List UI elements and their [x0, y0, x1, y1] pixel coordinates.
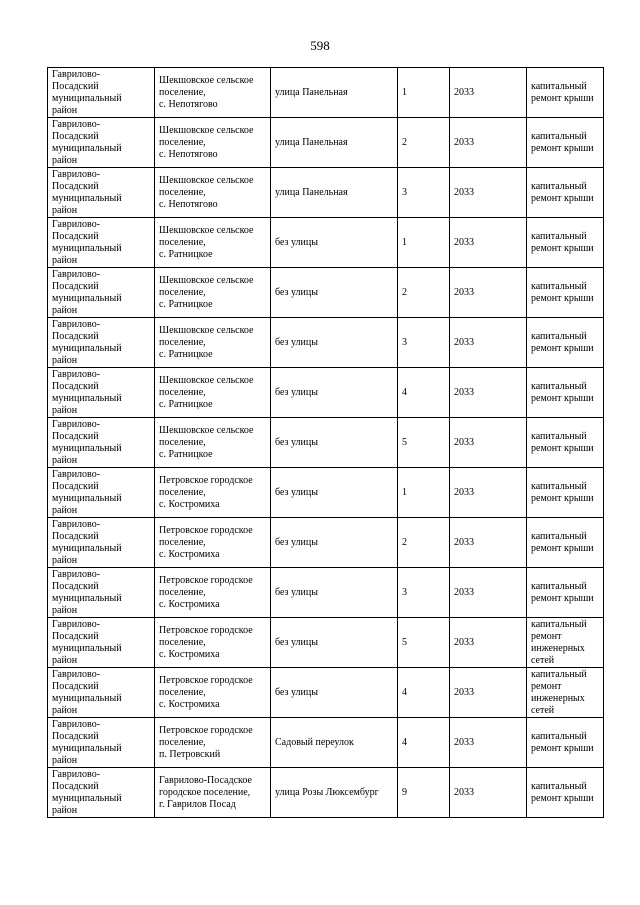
cell-work-type [527, 68, 604, 118]
cell-district [48, 268, 155, 318]
cell-house-number-text: 2 [402, 136, 407, 148]
cell-year-text: 2033 [454, 486, 474, 498]
cell-district [48, 518, 155, 568]
table-row [48, 168, 604, 218]
cell-settlement [155, 468, 271, 518]
cell-house-number [398, 518, 450, 568]
cell-street [271, 168, 398, 218]
cell-house-number [398, 318, 450, 368]
cell-district [48, 318, 155, 368]
cell-house-number [398, 618, 450, 668]
cell-year [450, 568, 527, 618]
cell-house-number-text: 1 [402, 236, 407, 248]
cell-work-type-text: капитальный ремонт крыши [531, 480, 594, 504]
cell-house-number [398, 168, 450, 218]
cell-street [271, 618, 398, 668]
cell-street [271, 668, 398, 718]
cell-year-text: 2033 [454, 236, 474, 248]
table-row [48, 768, 604, 818]
cell-settlement [155, 68, 271, 118]
cell-house-number-text: 4 [402, 736, 407, 748]
cell-work-type-text: капитальный ремонт крыши [531, 580, 594, 604]
table-row [48, 468, 604, 518]
cell-street-text: без улицы [275, 586, 318, 598]
cell-street [271, 368, 398, 418]
cell-work-type [527, 668, 604, 718]
cell-settlement-text: Петровское городское поселение, с. Костромиха [159, 574, 253, 610]
cell-work-type [527, 518, 604, 568]
cell-street [271, 718, 398, 768]
cell-house-number [398, 568, 450, 618]
cell-district-text: Гаврилово- Посадский муниципальный район [52, 668, 122, 716]
cell-street-text: улица Панельная [275, 86, 348, 98]
cell-settlement [155, 218, 271, 268]
cell-house-number [398, 718, 450, 768]
cell-street-text: без улицы [275, 486, 318, 498]
cell-year [450, 668, 527, 718]
cell-year-text: 2033 [454, 436, 474, 448]
cell-year-text: 2033 [454, 686, 474, 698]
cell-year-text: 2033 [454, 86, 474, 98]
cell-settlement [155, 318, 271, 368]
cell-year-text: 2033 [454, 136, 474, 148]
cell-street-text: улица Розы Люксембург [275, 786, 379, 798]
cell-district-text: Гаврилово- Посадский муниципальный район [52, 68, 122, 116]
cell-district [48, 168, 155, 218]
table-row [48, 518, 604, 568]
cell-district-text: Гаврилово- Посадский муниципальный район [52, 768, 122, 816]
cell-district-text: Гаврилово- Посадский муниципальный район [52, 568, 122, 616]
cell-work-type [527, 118, 604, 168]
cell-settlement-text: Гаврилово-Посадское городское поселение, г. Гаврилов Посад [159, 774, 252, 810]
cell-settlement-text: Петровское городское поселение, п. Петровский [159, 724, 253, 760]
cell-house-number [398, 468, 450, 518]
cell-street [271, 568, 398, 618]
cell-district [48, 768, 155, 818]
table-row [48, 368, 604, 418]
table-row [48, 68, 604, 118]
cell-house-number-text: 2 [402, 536, 407, 548]
cell-work-type [527, 768, 604, 818]
cell-settlement [155, 568, 271, 618]
cell-year [450, 218, 527, 268]
cell-year-text: 2033 [454, 286, 474, 298]
cell-settlement [155, 668, 271, 718]
cell-work-type [527, 418, 604, 468]
page-number: 598 [310, 38, 330, 53]
cell-work-type-text: капитальный ремонт крыши [531, 180, 594, 204]
cell-settlement [155, 718, 271, 768]
cell-street [271, 68, 398, 118]
cell-street [271, 468, 398, 518]
cell-district-text: Гаврилово- Посадский муниципальный район [52, 618, 122, 666]
cell-year [450, 318, 527, 368]
cell-year [450, 618, 527, 668]
cell-district [48, 368, 155, 418]
table-row [48, 218, 604, 268]
cell-street-text: без улицы [275, 386, 318, 398]
cell-district-text: Гаврилово- Посадский муниципальный район [52, 418, 122, 466]
cell-work-type [527, 718, 604, 768]
cell-settlement [155, 618, 271, 668]
cell-settlement [155, 368, 271, 418]
table-row [48, 568, 604, 618]
cell-street [271, 218, 398, 268]
cell-year [450, 68, 527, 118]
cell-year-text: 2033 [454, 636, 474, 648]
cell-year [450, 768, 527, 818]
table-row [48, 618, 604, 668]
cell-street [271, 268, 398, 318]
cell-work-type-text: капитальный ремонт инженерных сетей [531, 668, 587, 716]
cell-district [48, 618, 155, 668]
cell-year-text: 2033 [454, 586, 474, 598]
cell-work-type [527, 618, 604, 668]
cell-house-number [398, 68, 450, 118]
cell-year [450, 718, 527, 768]
cell-settlement [155, 118, 271, 168]
cell-house-number-text: 4 [402, 386, 407, 398]
cell-settlement-text: Шекшовское сельское поселение, с. Непотягово [159, 124, 254, 160]
cell-work-type-text: капитальный ремонт крыши [531, 730, 594, 754]
cell-district-text: Гаврилово- Посадский муниципальный район [52, 368, 122, 416]
cell-district-text: Гаврилово- Посадский муниципальный район [52, 268, 122, 316]
cell-settlement [155, 768, 271, 818]
cell-house-number-text: 5 [402, 636, 407, 648]
cell-work-type-text: капитальный ремонт крыши [531, 780, 594, 804]
cell-settlement [155, 268, 271, 318]
cell-street [271, 418, 398, 468]
cell-house-number [398, 118, 450, 168]
cell-district-text: Гаврилово- Посадский муниципальный район [52, 218, 122, 266]
cell-street-text: без улицы [275, 436, 318, 448]
cell-house-number [398, 368, 450, 418]
cell-house-number [398, 218, 450, 268]
cell-settlement-text: Петровское городское поселение, с. Костромиха [159, 624, 253, 660]
cell-work-type-text: капитальный ремонт крыши [531, 230, 594, 254]
cell-work-type-text: капитальный ремонт крыши [531, 80, 594, 104]
table-row [48, 118, 604, 168]
cell-street [271, 318, 398, 368]
cell-street [271, 768, 398, 818]
cell-district-text: Гаврилово- Посадский муниципальный район [52, 718, 122, 766]
cell-work-type [527, 568, 604, 618]
cell-district [48, 668, 155, 718]
cell-street-text: без улицы [275, 286, 318, 298]
cell-work-type-text: капитальный ремонт крыши [531, 430, 594, 454]
cell-house-number [398, 418, 450, 468]
cell-year [450, 168, 527, 218]
cell-house-number-text: 3 [402, 336, 407, 348]
cell-year-text: 2033 [454, 736, 474, 748]
cell-house-number-text: 9 [402, 786, 407, 798]
cell-street [271, 118, 398, 168]
cell-district [48, 718, 155, 768]
cell-work-type [527, 468, 604, 518]
cell-settlement [155, 518, 271, 568]
cell-district [48, 468, 155, 518]
cell-year [450, 468, 527, 518]
cell-house-number-text: 3 [402, 586, 407, 598]
cell-work-type-text: капитальный ремонт крыши [531, 130, 594, 154]
cell-year [450, 268, 527, 318]
cell-street-text: без улицы [275, 336, 318, 348]
table-row [48, 668, 604, 718]
cell-settlement-text: Шекшовское сельское поселение, с. Ратницкое [159, 274, 254, 310]
repair-schedule-table [47, 67, 604, 818]
cell-street-text: без улицы [275, 236, 318, 248]
table-row [48, 418, 604, 468]
cell-house-number [398, 668, 450, 718]
cell-street-text: без улицы [275, 686, 318, 698]
cell-settlement [155, 418, 271, 468]
cell-year-text: 2033 [454, 186, 474, 198]
cell-settlement-text: Шекшовское сельское поселение, с. Ратницкое [159, 324, 254, 360]
cell-work-type-text: капитальный ремонт крыши [531, 280, 594, 304]
cell-district-text: Гаврилово- Посадский муниципальный район [52, 118, 122, 166]
cell-district [48, 68, 155, 118]
cell-year-text: 2033 [454, 336, 474, 348]
cell-settlement-text: Шекшовское сельское поселение, с. Непотягово [159, 74, 254, 110]
cell-settlement-text: Петровское городское поселение, с. Костромиха [159, 474, 253, 510]
cell-year [450, 118, 527, 168]
table-row [48, 318, 604, 368]
cell-work-type [527, 168, 604, 218]
cell-settlement-text: Шекшовское сельское поселение, с. Ратницкое [159, 374, 254, 410]
cell-settlement [155, 168, 271, 218]
cell-settlement-text: Петровское городское поселение, с. Костромиха [159, 674, 253, 710]
cell-district [48, 218, 155, 268]
cell-district-text: Гаврилово- Посадский муниципальный район [52, 518, 122, 566]
cell-year-text: 2033 [454, 386, 474, 398]
cell-work-type [527, 318, 604, 368]
cell-house-number-text: 1 [402, 486, 407, 498]
cell-district-text: Гаврилово- Посадский муниципальный район [52, 468, 122, 516]
cell-street [271, 518, 398, 568]
table-row [48, 718, 604, 768]
cell-house-number [398, 268, 450, 318]
cell-house-number-text: 3 [402, 186, 407, 198]
cell-work-type-text: капитальный ремонт крыши [531, 530, 594, 554]
cell-district [48, 418, 155, 468]
cell-work-type [527, 368, 604, 418]
cell-work-type-text: капитальный ремонт крыши [531, 330, 594, 354]
cell-settlement-text: Шекшовское сельское поселение, с. Ратницкое [159, 224, 254, 260]
cell-settlement-text: Шекшовское сельское поселение, с. Непотягово [159, 174, 254, 210]
cell-street-text: без улицы [275, 536, 318, 548]
cell-settlement-text: Шекшовское сельское поселение, с. Ратницкое [159, 424, 254, 460]
table-row [48, 268, 604, 318]
table-body [48, 68, 604, 818]
cell-house-number-text: 1 [402, 86, 407, 98]
cell-work-type-text: капитальный ремонт инженерных сетей [531, 618, 587, 666]
cell-street-text: улица Панельная [275, 186, 348, 198]
cell-year-text: 2033 [454, 786, 474, 798]
cell-street-text: улица Панельная [275, 136, 348, 148]
cell-year [450, 368, 527, 418]
cell-year-text: 2033 [454, 536, 474, 548]
cell-house-number-text: 2 [402, 286, 407, 298]
cell-district [48, 568, 155, 618]
cell-house-number-text: 5 [402, 436, 407, 448]
cell-district-text: Гаврилово- Посадский муниципальный район [52, 318, 122, 366]
cell-year [450, 418, 527, 468]
cell-street-text: Садовый переулок [275, 736, 354, 748]
cell-district [48, 118, 155, 168]
cell-work-type [527, 218, 604, 268]
cell-house-number-text: 4 [402, 686, 407, 698]
cell-house-number [398, 768, 450, 818]
cell-work-type-text: капитальный ремонт крыши [531, 380, 594, 404]
cell-settlement-text: Петровское городское поселение, с. Костромиха [159, 524, 253, 560]
cell-work-type [527, 268, 604, 318]
cell-district-text: Гаврилово- Посадский муниципальный район [52, 168, 122, 216]
cell-street-text: без улицы [275, 636, 318, 648]
cell-year [450, 518, 527, 568]
